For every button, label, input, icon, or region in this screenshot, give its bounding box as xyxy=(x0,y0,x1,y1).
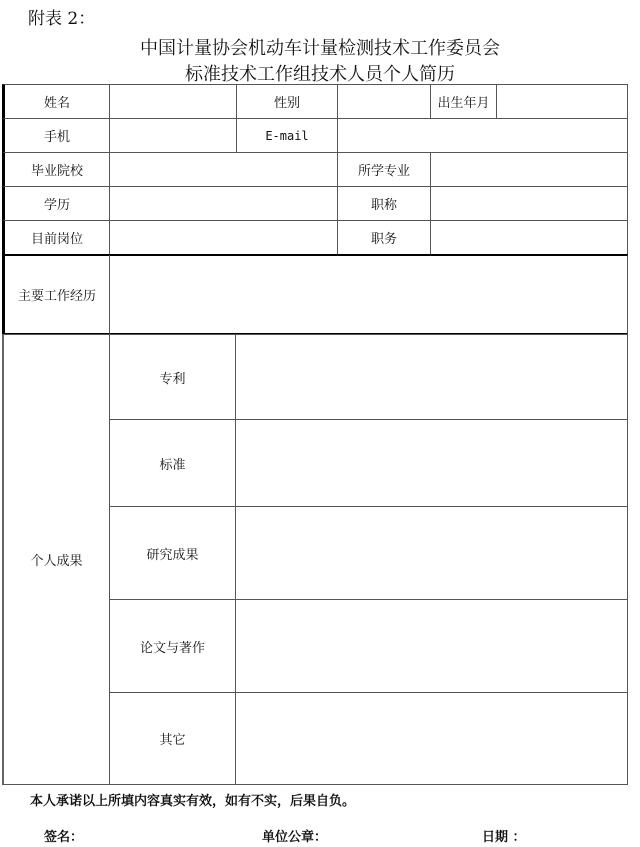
birth-field[interactable] xyxy=(496,84,628,119)
school-field[interactable] xyxy=(109,152,338,187)
patent-label: 专利 xyxy=(109,334,236,420)
page-title-line2: 标准技术工作组技术人员个人简历 xyxy=(185,64,455,85)
major-field[interactable] xyxy=(430,152,628,187)
duty-label: 职务 xyxy=(337,220,431,255)
seal-label: 单位公章： xyxy=(262,830,328,845)
pledge-text: 本人承诺以上所填内容真实有效，如有不实，后果自负。 xyxy=(30,794,356,809)
duty-field[interactable] xyxy=(430,220,628,255)
standard-field[interactable] xyxy=(235,419,628,507)
signature-label: 签名： xyxy=(44,830,84,845)
phone-field[interactable] xyxy=(109,118,237,153)
other-label: 其它 xyxy=(109,692,236,785)
gender-label: 性别 xyxy=(236,84,338,119)
other-field[interactable] xyxy=(235,692,628,785)
appendix-label: 附表 2： xyxy=(28,9,96,29)
name-field[interactable] xyxy=(109,84,237,119)
work-history-field[interactable] xyxy=(109,254,628,335)
achievements-label: 个人成果 xyxy=(2,334,110,785)
research-label: 研究成果 xyxy=(109,506,236,600)
gender-field[interactable] xyxy=(337,84,431,119)
title-label: 职称 xyxy=(337,186,431,221)
position-field[interactable] xyxy=(109,220,338,255)
page-title-line1: 中国计量协会机动车计量检测技术工作委员会 xyxy=(140,38,500,59)
research-field[interactable] xyxy=(235,506,628,600)
patent-field[interactable] xyxy=(235,334,628,420)
phone-label: 手机 xyxy=(2,118,110,153)
education-label: 学历 xyxy=(2,186,110,221)
papers-field[interactable] xyxy=(235,599,628,693)
work-history-label: 主要工作经历 xyxy=(2,254,110,335)
title-field[interactable] xyxy=(430,186,628,221)
name-label: 姓名 xyxy=(2,84,110,119)
school-label: 毕业院校 xyxy=(2,152,110,187)
major-label: 所学专业 xyxy=(337,152,431,187)
papers-label: 论文与著作 xyxy=(109,599,236,693)
standard-label: 标准 xyxy=(109,419,236,507)
email-field[interactable] xyxy=(337,118,628,153)
birth-label: 出生年月 xyxy=(430,84,497,119)
date-label: 日期 ： xyxy=(482,830,526,845)
education-field[interactable] xyxy=(109,186,338,221)
email-label: E-mail xyxy=(236,118,338,153)
position-label: 目前岗位 xyxy=(2,220,110,255)
